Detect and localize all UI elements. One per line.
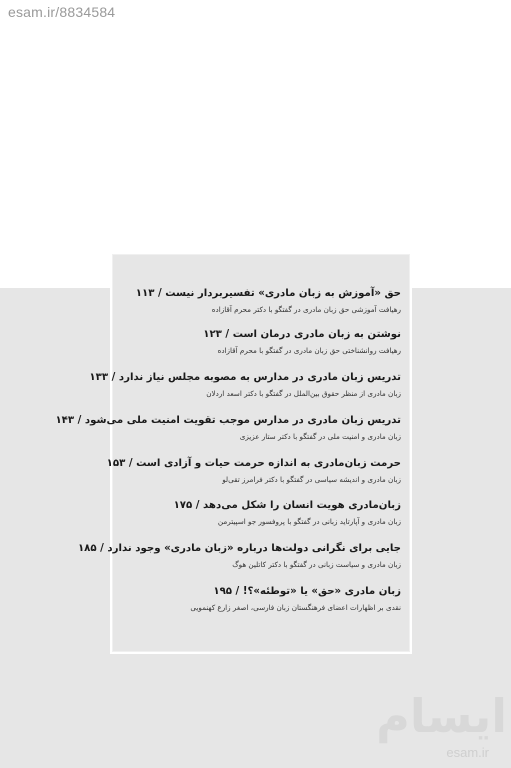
toc-entry-title: تدریس زبان مادری در مدارس به مصوبه مجلس نیاز ندارد / ۱۳۳	[89, 372, 401, 383]
watermark-logo	[357, 690, 507, 760]
toc-entry[interactable]	[89, 371, 401, 399]
toc-entry-title: تدریس زبان مادری در مدارس موجب تقویت امنیت ملی می‌شود / ۱۴۳	[55, 415, 401, 426]
toc-entry-title: حرمت زبان‌مادری به اندازه حرمت حیات و آزادی است / ۱۵۳	[106, 458, 401, 469]
toc-entry-subtitle: زبان مادری و آپارتاید زبانی در گفتگو با پروفسور جو اسپیترمن	[217, 517, 401, 526]
toc-entry[interactable]	[106, 457, 401, 485]
toc-entry-title: نوشتن به زبان مادری درمان است / ۱۲۳	[203, 329, 401, 340]
page-top-background	[0, 0, 511, 288]
toc-entry-subtitle: رهیافت آموزشی حق زبان مادری در گفتگو با دکتر محرم آقازاده	[211, 305, 401, 314]
toc-entry-title: زبان مادری «حق» یا «توطئه»؟! / ۱۹۵	[213, 586, 401, 597]
watermark-logo-text: ایسام	[376, 689, 507, 743]
toc-entry-subtitle: زبان مادری از منظر حقوق بین‌الملل در گفتگو با دکتر اسعد اردلان	[206, 389, 401, 398]
table-of-contents-card	[55, 254, 410, 652]
toc-entry-subtitle: نقدی بر اظهارات اعضای فرهنگستان زبان فارسی، اصغر زارع کهنمویی	[190, 603, 401, 612]
watermark-url: esam.ir/8834584	[8, 4, 116, 20]
toc-entry[interactable]	[115, 585, 401, 613]
toc-entry-subtitle: زبان مادری و سیاست زبانی در گفتگو با دکتر کاتلین هوگ	[232, 560, 401, 569]
toc-entry-subtitle: زبان مادری و اندیشه سیاسی در گفتگو با دکتر فرامرز تقی‌لو	[222, 475, 401, 484]
toc-entry[interactable]	[115, 287, 401, 315]
toc-entry-title: حق «آموزش به زبان مادری» تفسیربردار نیست / ۱۱۳	[135, 288, 401, 299]
watermark-logo-url: esam.ir	[446, 745, 489, 760]
toc-entry-title: جایی برای نگرانی دولت‌ها درباره «زبان مادری» وجود ندارد / ۱۸۵	[77, 543, 401, 554]
toc-entry[interactable]	[115, 328, 401, 356]
toc-entry-subtitle: زبان مادری و امنیت ملی در گفتگو با دکتر ستار عزیزی	[239, 432, 401, 441]
toc-entry[interactable]	[115, 499, 401, 527]
toc-entry-title: زبان‌مادری هویت انسان را شکل می‌دهد / ۱۷۵	[173, 500, 401, 511]
toc-entry[interactable]	[55, 414, 401, 442]
toc-entry-subtitle: رهیافت روانشناختی حق زبان مادری در گفتگو با محرم آقازاده	[217, 346, 401, 355]
toc-entry[interactable]	[77, 542, 401, 570]
